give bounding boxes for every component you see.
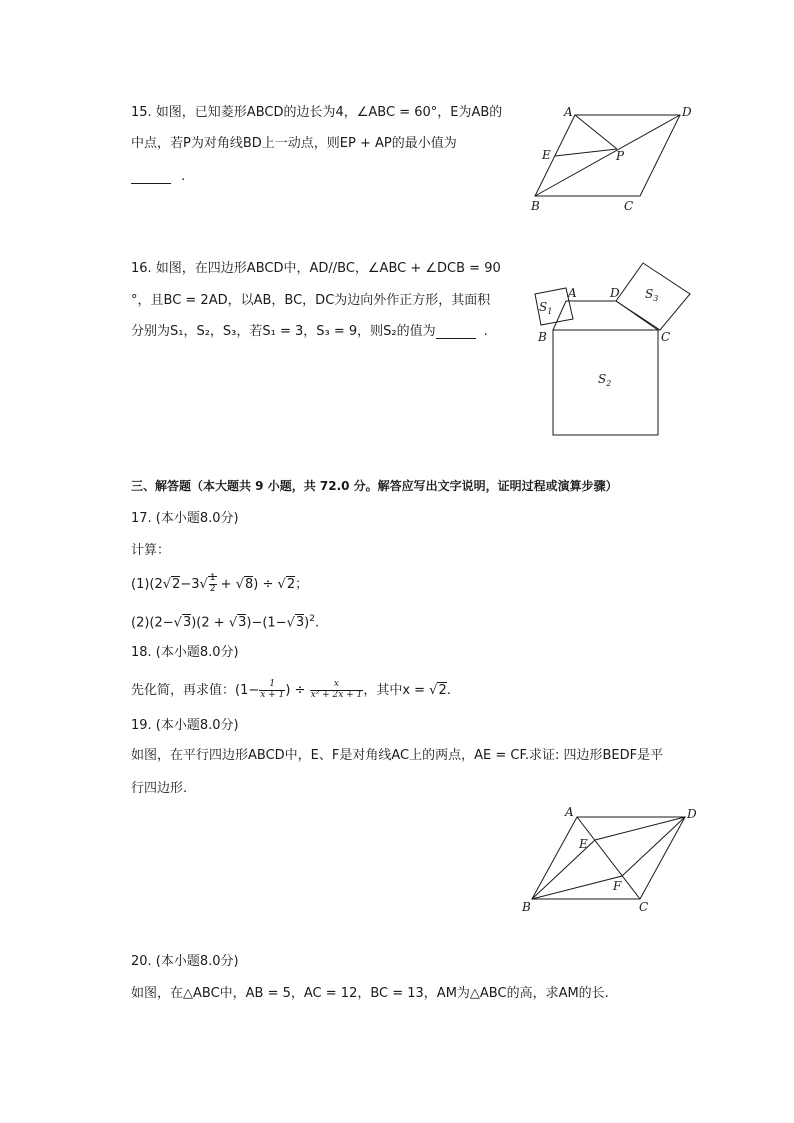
label-E: E xyxy=(542,148,551,162)
q16-line2: °，且BC = 2AD，以AB，BC，DC为边向外作正方形，其面积 xyxy=(131,293,491,308)
fraction-2: $\frac{x}{\text{x² + 2x + 1}}$ xyxy=(310,679,363,700)
answer-blank xyxy=(131,170,171,184)
label-B: B xyxy=(531,199,540,213)
label-B: B xyxy=(522,900,531,914)
q19-parallelogram-figure xyxy=(515,803,700,918)
diagonal-ac xyxy=(577,817,640,899)
q15-rhombus-figure xyxy=(520,100,700,220)
label-P: P xyxy=(616,149,625,163)
label-D: D xyxy=(610,286,620,300)
q20-header: 20. (本小题8.0分) xyxy=(131,954,239,969)
q15-line2: 中点，若P为对角线BD上一动点，则EP + AP的最小值为 xyxy=(131,136,457,151)
label-S3: $S_3$ xyxy=(645,287,659,303)
q19-header: 19. (本小题8.0分) xyxy=(131,718,239,733)
answer-blank xyxy=(436,325,476,339)
segment-ap xyxy=(575,115,617,149)
label-S2: $S_2$ xyxy=(598,372,612,388)
label-C: C xyxy=(639,900,649,914)
label-D: D xyxy=(682,105,692,119)
label-S1: $S_1$ xyxy=(539,300,553,316)
label-A: A xyxy=(568,286,577,300)
label-A: A xyxy=(565,805,574,819)
q16-squares-figure xyxy=(520,255,700,445)
label-B: B xyxy=(538,330,547,344)
q17-intro: 计算： xyxy=(131,543,171,558)
label-A: A xyxy=(564,105,573,119)
label-C: C xyxy=(624,199,634,213)
q15-line1: 15. 如图，已知菱形ABCD的边长为4，∠ABC = 60°，E为AB的 xyxy=(131,105,503,120)
section3-heading: 三、解答题（本大题共 9 小题，共 72.0 分。解答应写出文字说明，证明过程或演算步骤） xyxy=(131,479,618,493)
quad-abcd xyxy=(553,301,658,330)
q18-body: 先化简，再求值：(1− $\frac{1}{x + 1}$ ) ÷ $\frac{x}{\text{x² + 2x + 1}}$ ，其中x = √2. xyxy=(131,679,451,700)
fraction-1: $\frac{1}{x + 1}$ xyxy=(260,679,285,700)
q19-line2: 行四边形. xyxy=(131,781,188,796)
q15-line3: . xyxy=(131,170,185,184)
label-D: D xyxy=(687,807,697,821)
q19-line1: 如图，在平行四边形ABCD中，E、F是对角线AC上的两点，AE = CF.求证: 四边形BEDF是平 xyxy=(131,748,664,763)
q18-header: 18. (本小题8.0分) xyxy=(131,645,239,660)
label-E: E xyxy=(579,837,588,851)
q20-line1: 如图，在△ABC中，AB = 5，AC = 12，BC = 13，AM为△ABC的高，求AM的长. xyxy=(131,986,609,1001)
q17-header: 17. (本小题8.0分) xyxy=(131,511,239,526)
q16-line1: 16. 如图，在四边形ABCD中，AD//BC，∠ABC + ∠DCB = 90 xyxy=(131,261,501,276)
label-C: C xyxy=(661,330,671,344)
q17-part2: $(2)(2-√3)(2 + √3)-(1-√3)^2$. xyxy=(131,614,320,631)
q16-line3: 分别为S₁，S₂，S₃，若S₁ = 3，S₃ = 9，则S₂的值为 . xyxy=(131,324,488,339)
label-F: F xyxy=(613,879,622,893)
q17-part1: (1)(2√2−3√ $\frac{1}{2}$ + √8) ÷ √2； xyxy=(131,573,309,594)
